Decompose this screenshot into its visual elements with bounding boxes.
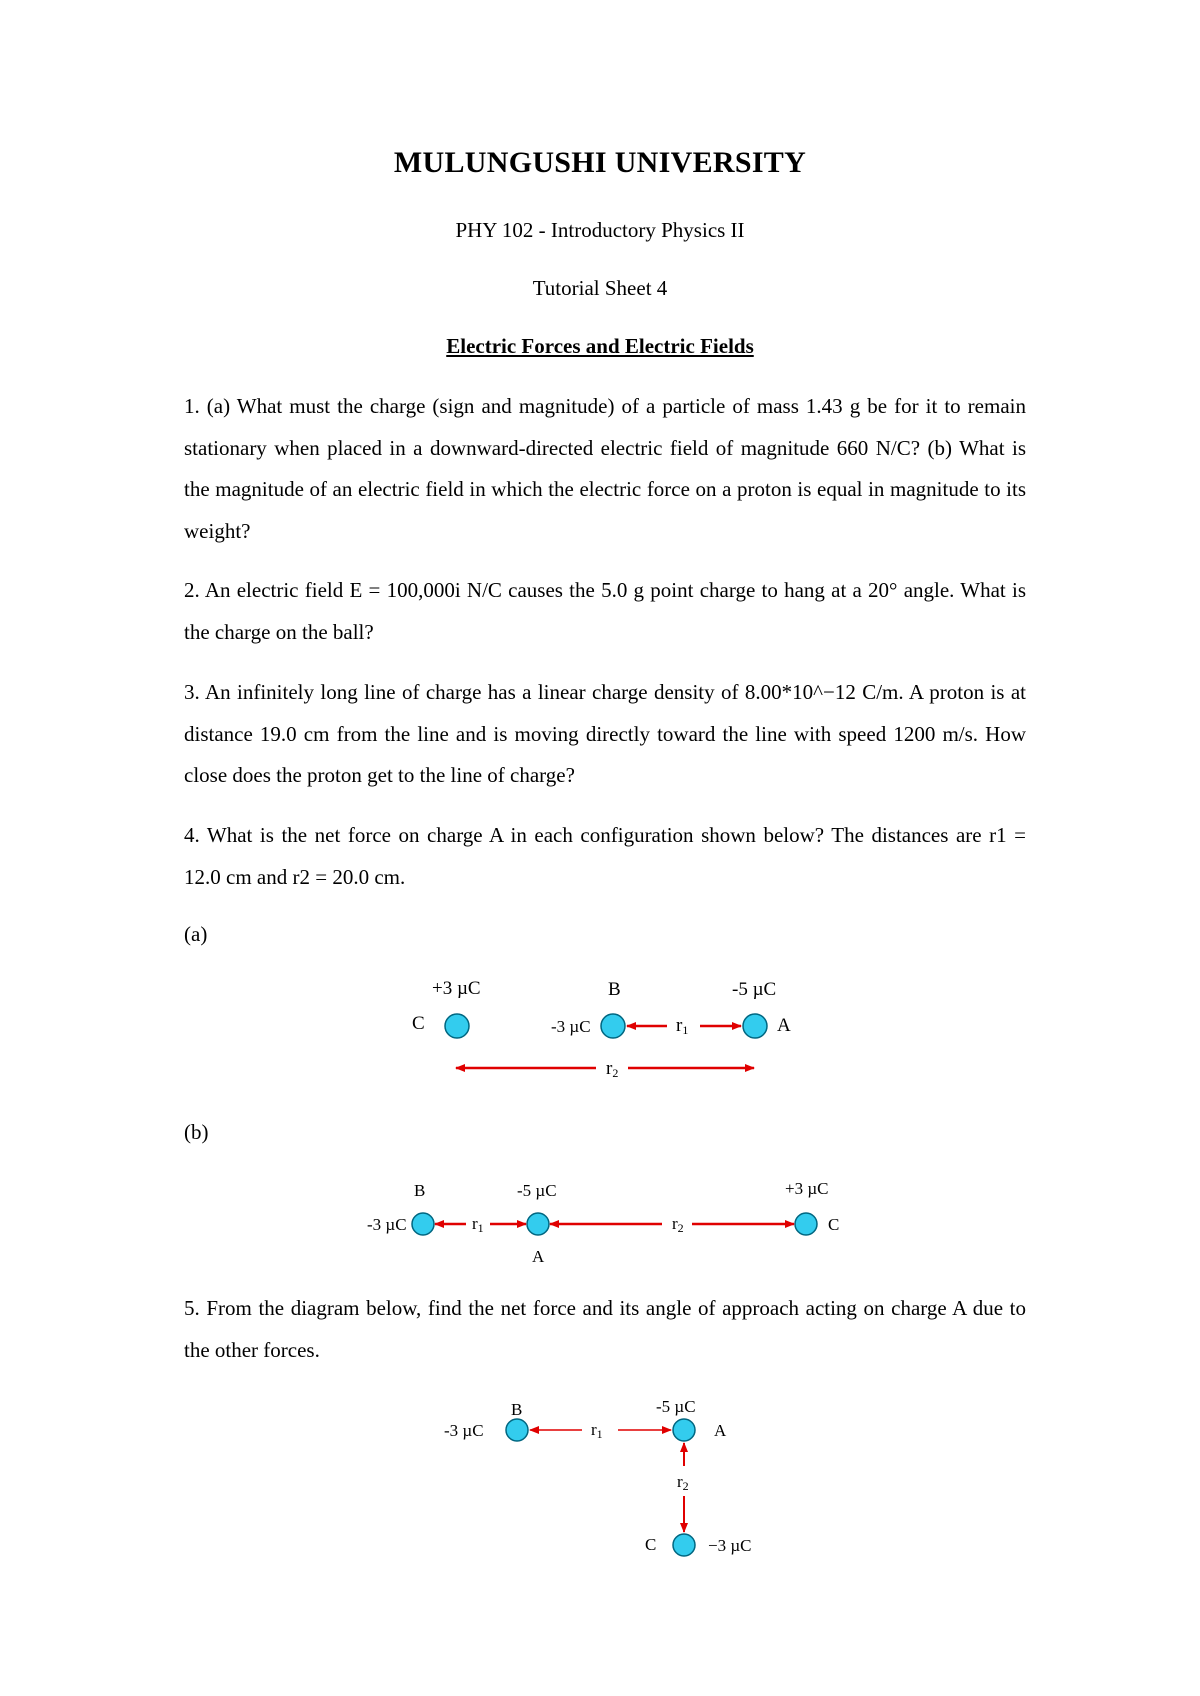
fig-a-charge-c-circle xyxy=(445,1014,469,1038)
fig-a-label-a: A xyxy=(777,1015,791,1036)
fig-a-charge-b-circle xyxy=(601,1014,625,1038)
sheet-number: Tutorial Sheet 4 xyxy=(532,276,668,300)
fig-b-charge-b: -3 µC xyxy=(367,1215,407,1234)
fig-a-charge-b: -3 µC xyxy=(551,1017,591,1036)
figure-b-diagram xyxy=(0,1168,1200,1278)
part-a-label: (a) xyxy=(184,922,208,946)
fig-b-charge-c: +3 µC xyxy=(785,1179,829,1198)
fig-c-label-a: A xyxy=(714,1421,727,1440)
figure-c-diagram xyxy=(0,1390,1200,1570)
question-1: 1. (a) What must the charge (sign and magnitude) of a particle of mass 1.43 g be for it to remain stationary when placed in a downward-directed electric field of magnitude 660 N/C? (b) What is the magnitude of an electric field in which the electric force on a proton is equal in magnitude to its weight? xyxy=(184,394,1026,543)
fig-c-charge-c: −3 µC xyxy=(708,1536,752,1555)
fig-b-charge-a: -5 µC xyxy=(517,1181,557,1200)
fig-b-r1-label: r1 xyxy=(472,1214,484,1235)
fig-c-label-b: B xyxy=(511,1400,523,1419)
question-3: 3. An infinitely long line of charge has a linear charge density of 8.00*10^−12 C/m. A proton is at distance 19.0 cm from the line and is moving directly toward the line with speed 1200 m/s. How close does the proton get to the line of charge? xyxy=(184,680,1026,787)
fig-b-charge-c-circle xyxy=(795,1213,817,1235)
fig-b-label-c: C xyxy=(828,1215,840,1234)
fig-c-label-c: C xyxy=(645,1535,657,1554)
fig-c-charge-a: -5 µC xyxy=(656,1397,696,1416)
question-2: 2. An electric field E = 100,000i N/C causes the 5.0 g point charge to hang at a 20° angle. What is the charge on the ball? xyxy=(184,578,1026,644)
fig-b-charge-a-circle xyxy=(527,1213,549,1235)
fig-c-charge-b-circle xyxy=(506,1419,528,1441)
fig-a-r1-label: r1 xyxy=(676,1015,689,1037)
fig-a-r2-label: r2 xyxy=(606,1058,619,1080)
fig-b-charge-b-circle xyxy=(412,1213,434,1235)
course-name: PHY 102 - Introductory Physics II xyxy=(455,218,745,242)
university-title: MULUNGUSHI UNIVERSITY xyxy=(393,146,807,179)
question-5: 5. From the diagram below, find the net force and its angle of approach acting on charge A due to the other forces. xyxy=(184,1296,1026,1362)
fig-a-charge-a-circle xyxy=(743,1014,767,1038)
fig-b-label-a: A xyxy=(532,1247,545,1266)
fig-b-label-b: B xyxy=(414,1181,426,1200)
fig-c-charge-a-circle xyxy=(673,1419,695,1441)
fig-a-label-c: C xyxy=(412,1013,425,1034)
fig-a-charge-c: +3 µC xyxy=(432,978,481,999)
fig-c-r2-label: r2 xyxy=(677,1472,689,1493)
part-b-label: (b) xyxy=(184,1120,209,1144)
figure-a-diagram xyxy=(0,970,1200,1080)
fig-c-r1-label: r1 xyxy=(591,1420,603,1441)
fig-c-charge-c-circle xyxy=(673,1534,695,1556)
topic-heading: Electric Forces and Electric Fields xyxy=(446,334,754,358)
question-4: 4. What is the net force on charge A in each configuration shown below? The distances are r1 = 12.0 cm and r2 = 20.0 cm. xyxy=(184,823,1026,889)
fig-c-charge-b: -3 µC xyxy=(444,1421,484,1440)
fig-a-charge-a: -5 µC xyxy=(732,979,777,1000)
fig-a-label-b: B xyxy=(608,979,621,1000)
fig-b-r2-label: r2 xyxy=(672,1214,684,1235)
